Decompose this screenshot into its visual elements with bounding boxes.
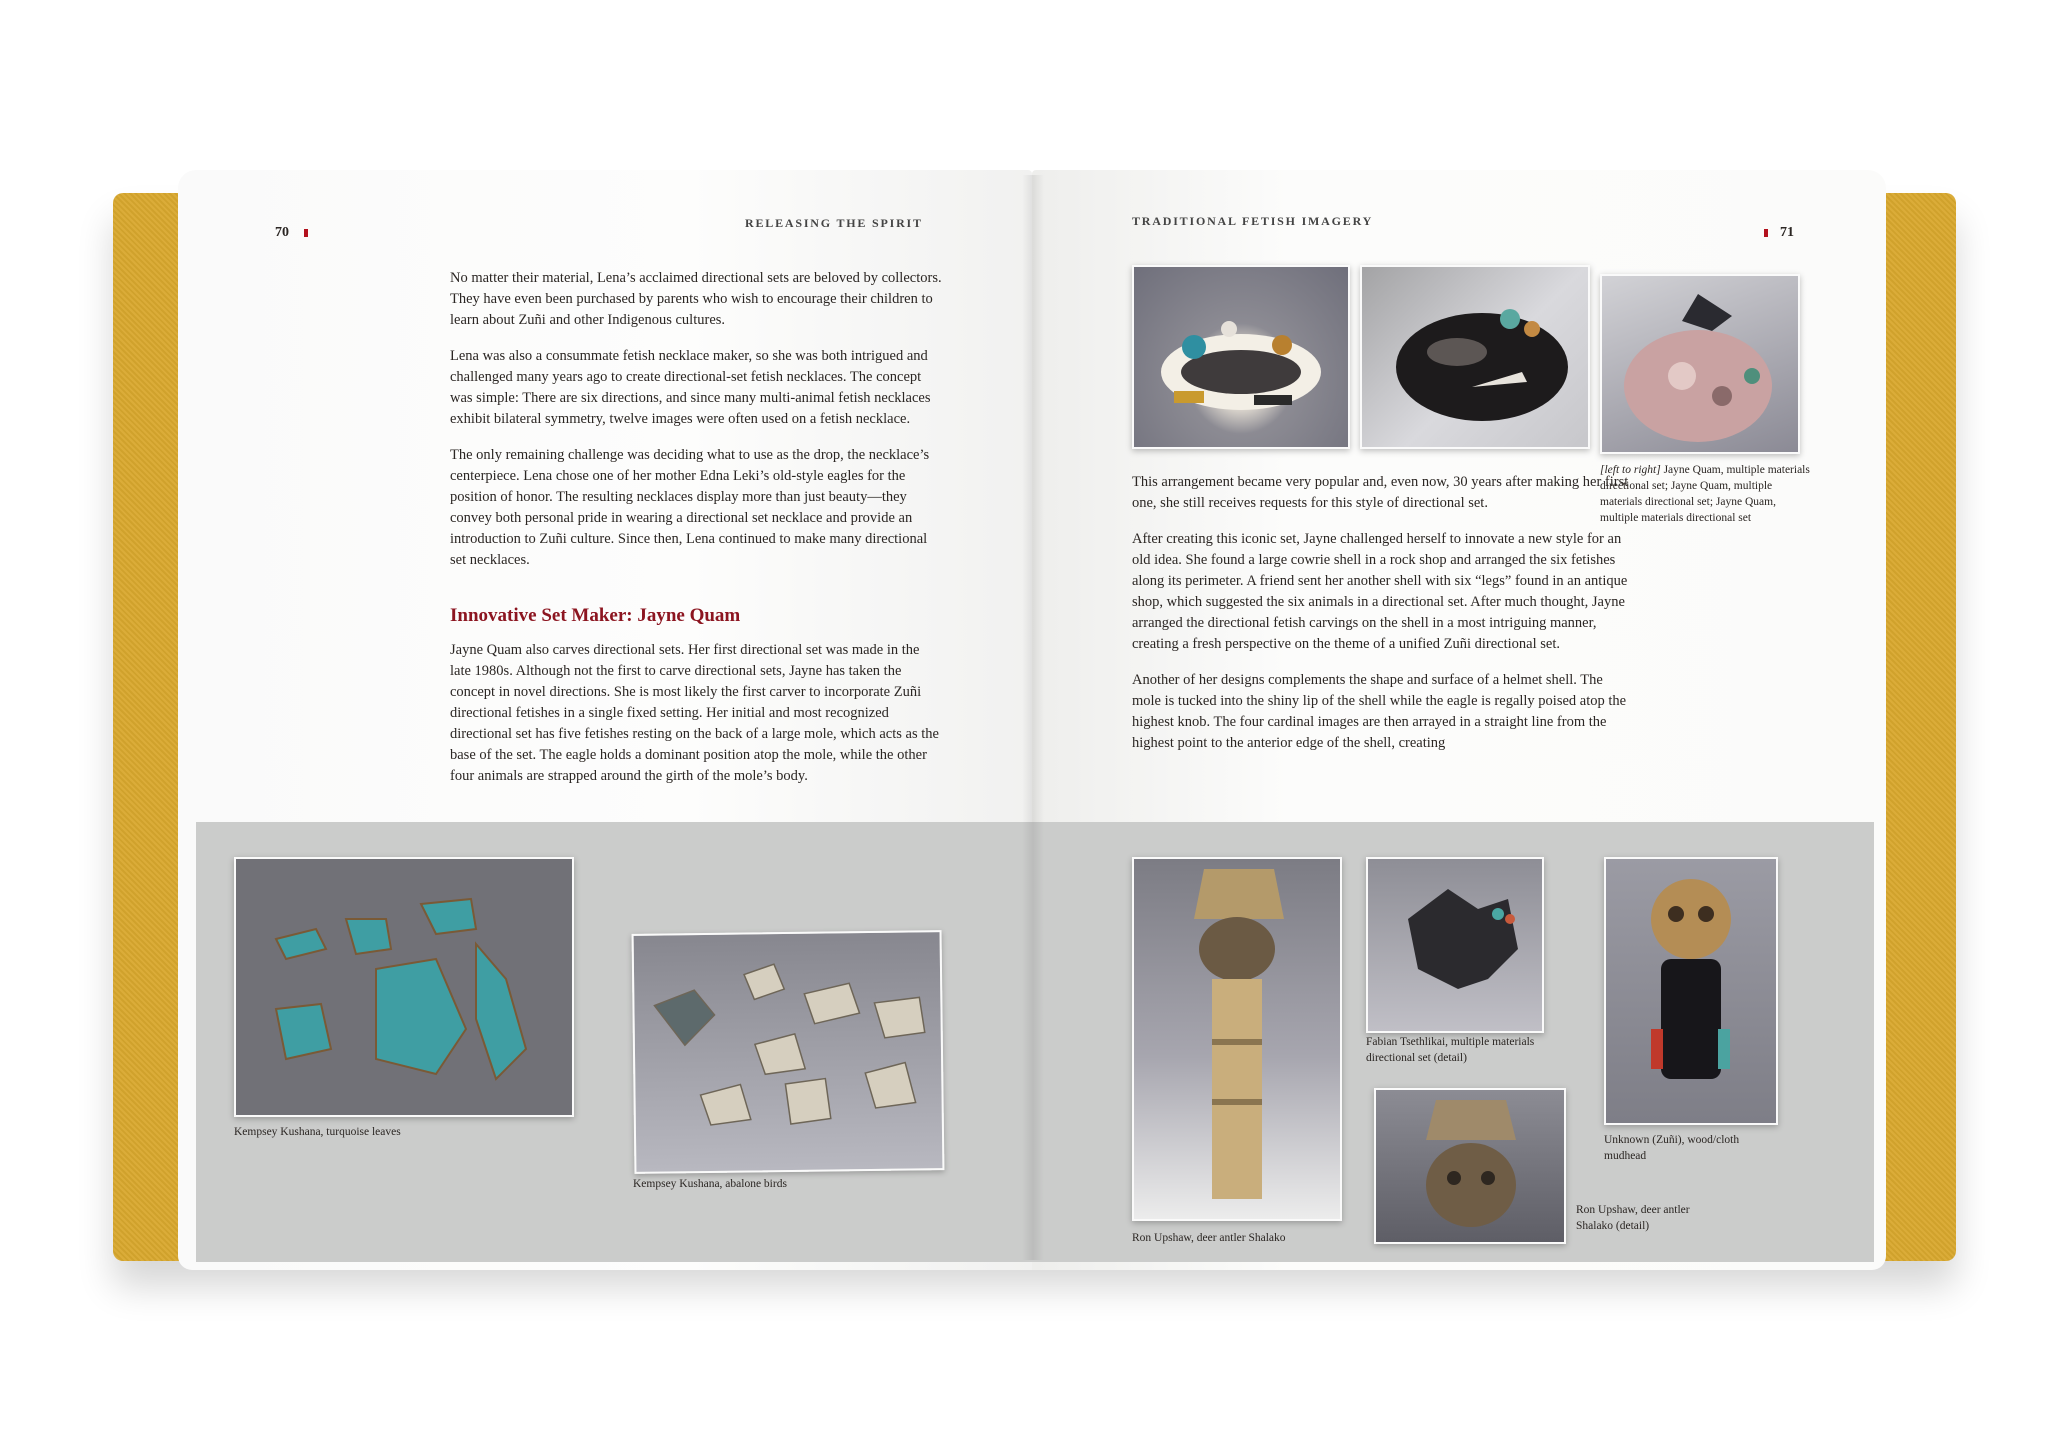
photo-turquoise-leaves xyxy=(234,857,574,1117)
folio-marker xyxy=(1764,229,1768,237)
page-number-right: 71 xyxy=(1780,225,1794,240)
caption-abalone-birds: Kempsey Kushana, abalone birds xyxy=(633,1178,787,1190)
photo-shalako-detail xyxy=(1374,1088,1566,1244)
page-number-left: 70 xyxy=(275,225,289,240)
photo-fabian-set xyxy=(1366,857,1544,1033)
paragraph: This arrangement became very popular and, even now, 30 years after making her first one, she still receives requests for this style of directional set. xyxy=(1132,474,1629,511)
caption-fabian: Fabian Tsethlikai, multiple materials directional set (detail) xyxy=(1366,1036,1535,1064)
caption-prefix: [left to right] xyxy=(1600,464,1661,476)
section-heading: Innovative Set Maker: Jayne Quam xyxy=(450,605,741,626)
paragraph: Lena was also a consummate fetish necklace maker, so she was both intrigued and challenged many years ago to create directional-set fetish necklaces. The concept was simple: There are six directions, and since many multi-animal fetish necklaces exhibit bilateral symmetry, twelve images were often used on a fetish necklace. xyxy=(450,348,931,427)
photo-helmet-shell-set xyxy=(1360,265,1590,449)
running-head-right: TRADITIONAL FETISH IMAGERY xyxy=(1132,214,1374,228)
paragraph: After creating this iconic set, Jayne challenged herself to innovate a new style for an old idea. She found a large cowrie shell in a rock shop and arranged the six fetishes along its perimeter. A friend sent her another shell with six “legs” found in an antique shop, which suggested the six animals in a directional set. After much thought, Jayne arranged the directional fetish carvings on the shell in a most intriguing manner, creating a fresh perspective on the theme of a unified Zuñi directional set. xyxy=(1132,531,1628,652)
caption-text: Jayne Quam, multiple materials directional set; Jayne Quam, multiple materials directional set; Jayne Quam, multiple materials directional set xyxy=(1600,464,1810,524)
caption-top-photos xyxy=(1600,462,1810,526)
left-body-text xyxy=(450,268,942,586)
caption-shalako: Ron Upshaw, deer antler Shalako xyxy=(1132,1232,1286,1244)
folio-marker xyxy=(304,229,308,237)
caption-turquoise-leaves: Kempsey Kushana, turquoise leaves xyxy=(234,1126,401,1138)
photo-mudhead xyxy=(1604,857,1778,1125)
book-gutter xyxy=(1022,175,1044,1260)
photo-shalako xyxy=(1132,857,1342,1221)
right-body-text xyxy=(1132,472,1632,769)
paragraph: No matter their material, Lena’s acclaimed directional sets are beloved by collectors. They have even been purchased by parents who wish to encourage their children to learn about Zuñi and other Indigenous cultures. xyxy=(450,270,942,328)
photo-spiny-shell-set xyxy=(1600,274,1800,454)
photo-abalone-birds xyxy=(632,930,945,1174)
paragraph: The only remaining challenge was deciding what to use as the drop, the necklace’s centerpiece. Lena chose one of her mother Edna Leki’s old-style eagles for the position of honor. The resulting necklaces display more than just beauty—they convey both personal pride in wearing a directional set necklace and provide an introduction to Zuñi culture. Since then, Lena continued to make many directional set necklaces. xyxy=(450,447,930,568)
paragraph: Another of her designs complements the shape and surface of a helmet shell. The mole is tucked into the shiny lip of the shell while the eagle is regally poised atop the highest knob. The four cardinal images are then arrayed in a straight line from the highest point to the anterior edge of the shell, creating xyxy=(1132,672,1627,751)
caption-shalako-detail: Ron Upshaw, deer antler Shalako (detail) xyxy=(1576,1204,1690,1232)
photo-cowrie-shell-set xyxy=(1132,265,1350,449)
paragraph: Jayne Quam also carves directional sets. Her first directional set was made in the late 1980s. Although not the first to carve directional sets, Jayne has taken the concept in novel directions. She is most likely the first carver to incorporate Zuñi directional fetishes in a single fixed setting. Her initial and most recognized directional set has five fetishes resting on the back of a large mole, which acts as the base of the set. The eagle holds a dominant position atop the mole, while the other four animals are strapped around the girth of the mole’s body. xyxy=(450,642,939,784)
left-body-text-2 xyxy=(450,640,942,802)
caption-mudhead: Unknown (Zuñi), wood/cloth mudhead xyxy=(1604,1134,1740,1162)
running-head-left: RELEASING THE SPIRIT xyxy=(745,216,923,230)
